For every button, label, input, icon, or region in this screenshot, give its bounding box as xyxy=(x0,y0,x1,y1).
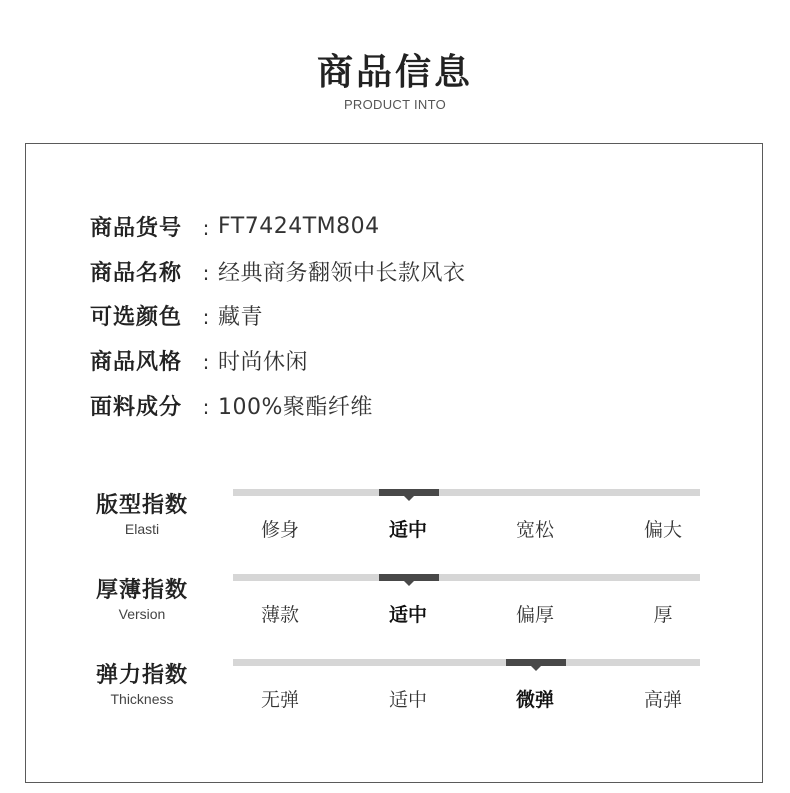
index-subtitle-fit: Elasti xyxy=(124,521,160,537)
index-option: 适中 xyxy=(388,519,427,541)
index-option: 适中 xyxy=(388,604,427,626)
index-indicator xyxy=(379,489,439,496)
index-title-fit: 版型指数 xyxy=(95,493,188,518)
info-colon: : xyxy=(202,395,210,419)
info-value: 经典商务翻领中长款风衣 xyxy=(218,260,466,286)
info-colon: : xyxy=(202,305,210,329)
index-bar-fit xyxy=(233,489,700,496)
index-option: 高弹 xyxy=(643,689,682,711)
info-colon: : xyxy=(202,261,210,285)
info-row-color xyxy=(90,300,263,330)
index-option: 偏大 xyxy=(643,519,682,541)
info-row-style xyxy=(90,345,308,375)
index-option: 厚 xyxy=(653,604,673,626)
index-subtitle-thickness: Version xyxy=(118,606,166,622)
info-label: 商品名称 xyxy=(90,260,183,286)
index-option: 修身 xyxy=(260,519,299,541)
index-indicator xyxy=(379,574,439,581)
index-subtitle-elasticity: Thickness xyxy=(110,691,174,707)
index-bar-thickness xyxy=(233,574,700,581)
info-label: 商品货号 xyxy=(90,215,183,241)
index-bar-elasticity xyxy=(233,659,700,666)
info-value: 时尚休闲 xyxy=(218,349,309,375)
info-row-sku xyxy=(90,211,380,241)
index-title-thickness: 厚薄指数 xyxy=(95,578,188,603)
index-option: 偏厚 xyxy=(515,604,554,626)
info-label: 面料成分 xyxy=(90,394,183,420)
info-colon: : xyxy=(202,216,210,240)
info-colon: : xyxy=(202,350,210,374)
index-indicator xyxy=(506,659,566,666)
page-title: 商品信息 xyxy=(316,52,473,93)
info-row-name xyxy=(90,256,466,286)
info-value: 藏青 xyxy=(218,304,264,330)
info-label: 可选颜色 xyxy=(90,304,183,330)
index-title-elasticity: 弹力指数 xyxy=(95,663,188,688)
index-option: 宽松 xyxy=(515,519,554,541)
info-row-fabric xyxy=(90,390,373,420)
index-option: 无弹 xyxy=(260,689,299,711)
index-option: 适中 xyxy=(388,689,427,711)
page-subtitle: PRODUCT INTO xyxy=(343,97,447,112)
info-label: 商品风格 xyxy=(90,349,183,375)
index-option: 微弹 xyxy=(515,689,554,711)
index-option: 薄款 xyxy=(260,604,299,626)
info-value: FT7424TM804 xyxy=(218,213,380,239)
info-value: 100%聚酯纤维 xyxy=(218,394,373,420)
